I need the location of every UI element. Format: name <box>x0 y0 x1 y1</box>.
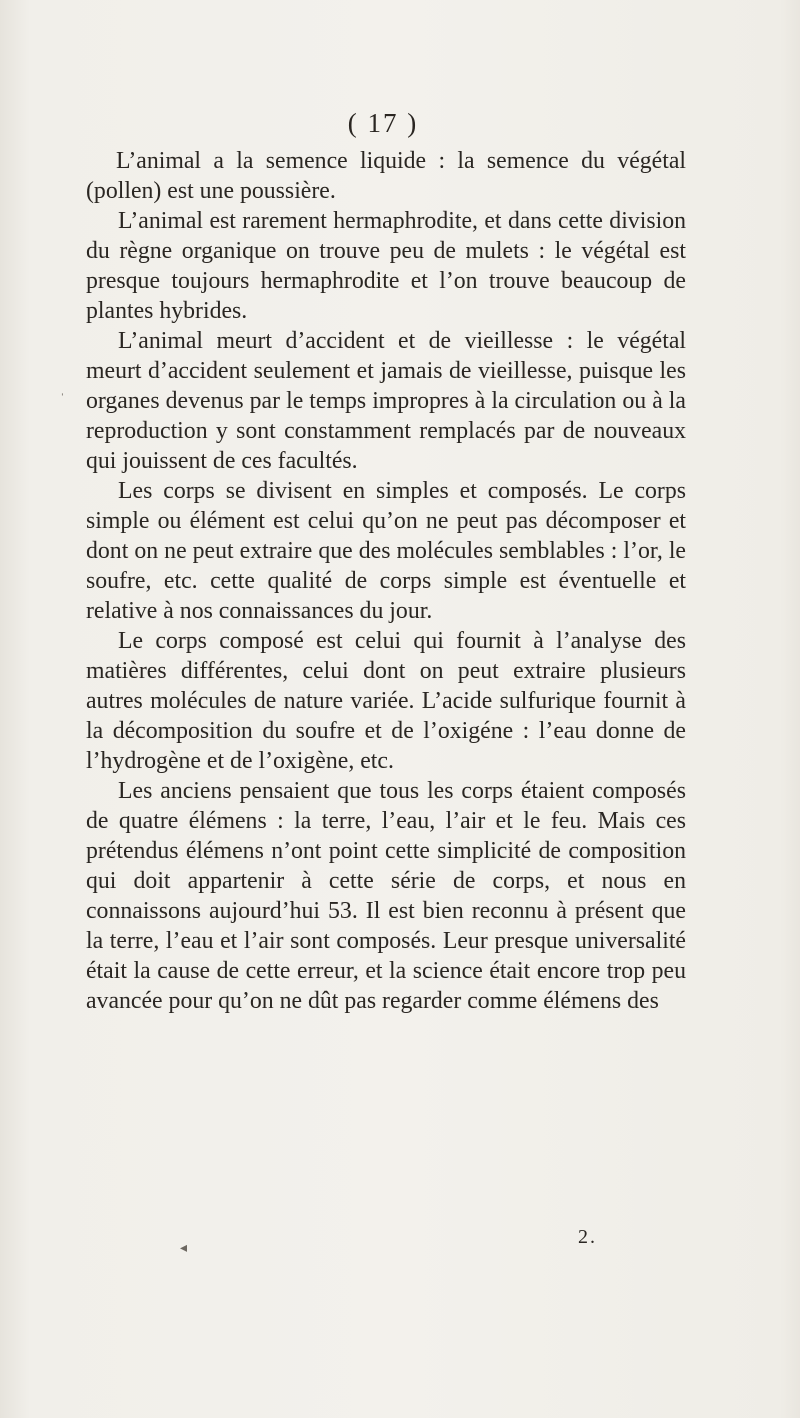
paragraph-2: L’animal est rarement hermaphrodite, et dans cette division du règne organique on trouve peu de mulets : le végétal est presque toujours hermaphrodite et l’on trouve beaucoup de plantes hybrides. <box>86 208 686 324</box>
body-text <box>86 146 686 1016</box>
paragraph-1: L’animal a la semence liquide : la semence du végétal (pollen) est une poussière. <box>86 148 686 204</box>
ink-spot: ˈ <box>60 392 65 407</box>
paragraph-3: L’animal meurt d’accident et de vieillesse : le végétal meurt d’accident seulement et jamais de vieillesse, puisque les organes devenus par le temps impropres à la circulation ou à la reproduction y sont constamment remplacés par de nouveaux qui jouissent de ces facultés. <box>86 328 686 474</box>
signature-mark: 2. <box>578 1226 597 1248</box>
ink-spot: ◂ <box>180 1241 188 1256</box>
paragraph-5: Le corps composé est celui qui fournit à l’analyse des matières différentes, celui dont on peut extraire plusieurs autres molécules de nature variée. L’acide sulfurique fournit à la décomposition du soufre et de l’oxigéne : l’eau donne de l’hydrogène et de l’oxigène, etc. <box>86 628 686 774</box>
page-number: ( 17 ) <box>347 108 419 138</box>
paragraph-4: Les corps se divisent en simples et composés. Le corps simple ou élément est celui qu’on ne peut pas décomposer et dont on ne peut extraire que des molécules semblables : l’or, le soufre, etc. cette qualité de corps simple est éventuelle et relative à nos connaissances du jour. <box>86 478 686 624</box>
paragraph-6: Les anciens pensaient que tous les corps étaient composés de quatre élémens : la terre, l’eau, l’air et le feu. Mais ces prétendus élémens n’ont point cette simplicité de composition qui doit appartenir à cette série de corps, et nous en connaissons aujourd’hui 53. Il est bien reconnu à présent que la terre, l’eau et l’air sont composés. Leur presque universalité était la cause de cette erreur, et la science était encore trop peu avancée pour qu’on ne dût pas regarder comme élémens des <box>86 778 686 1014</box>
